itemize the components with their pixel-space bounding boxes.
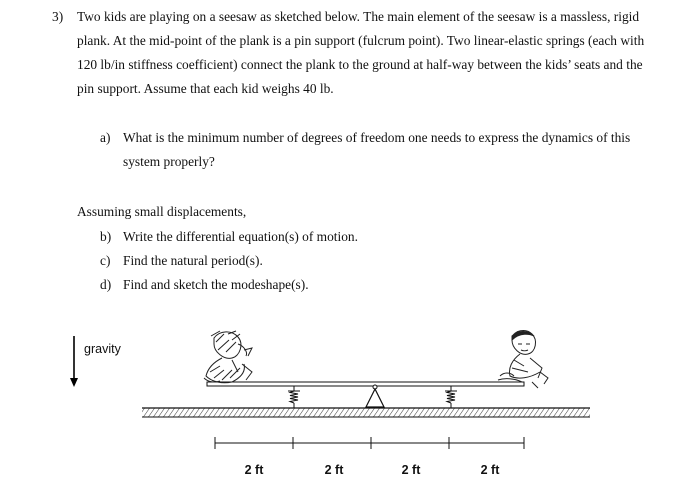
gravity-label: gravity bbox=[84, 342, 121, 356]
problem-number: 3) bbox=[52, 9, 64, 24]
problem-line-1: Two kids are playing on a seesaw as sketched below. The main element of the seesaw is a massless, rigid bbox=[77, 9, 640, 24]
assumption-text: Assuming small displacements, bbox=[77, 204, 247, 219]
right-spring bbox=[445, 386, 457, 408]
part-a-line-2: system properly? bbox=[123, 154, 215, 169]
part-a-label: a) bbox=[100, 130, 111, 145]
dimension-label-4: 2 ft bbox=[480, 463, 500, 477]
left-kid-figure bbox=[204, 331, 252, 383]
part-a-line-1: What is the minimum number of degrees of freedom one needs to express the dynamics of this bbox=[123, 130, 631, 145]
problem-line-3: 120 lb/in stiffness coefficient) connect the plank to the ground at half-way between the kids’ seats and the bbox=[77, 57, 643, 72]
problem-line-4: pin support. Assume that each kid weighs 40 lb. bbox=[77, 81, 334, 96]
part-c-text: Find the natural period(s). bbox=[123, 253, 263, 268]
problem-line-2: plank. At the mid-point of the plank is a pin support (fulcrum point). Two linear-elastic springs (each with bbox=[77, 33, 645, 48]
right-kid-figure bbox=[498, 331, 548, 388]
seesaw-plank bbox=[207, 382, 524, 386]
dimension-line bbox=[215, 437, 524, 449]
part-b-label: b) bbox=[100, 229, 112, 244]
part-c-label: c) bbox=[100, 253, 111, 268]
part-d-label: d) bbox=[100, 277, 112, 292]
gravity-arrow-icon bbox=[70, 336, 78, 387]
fulcrum-pin-support bbox=[366, 385, 384, 407]
dimension-label-3: 2 ft bbox=[401, 463, 421, 477]
ground bbox=[142, 408, 590, 417]
part-b-text: Write the differential equation(s) of motion. bbox=[123, 229, 358, 244]
left-spring bbox=[288, 386, 300, 408]
dimension-label-2: 2 ft bbox=[324, 463, 344, 477]
part-d-text: Find and sketch the modeshape(s). bbox=[123, 277, 309, 292]
dimension-label-1: 2 ft bbox=[244, 463, 264, 477]
